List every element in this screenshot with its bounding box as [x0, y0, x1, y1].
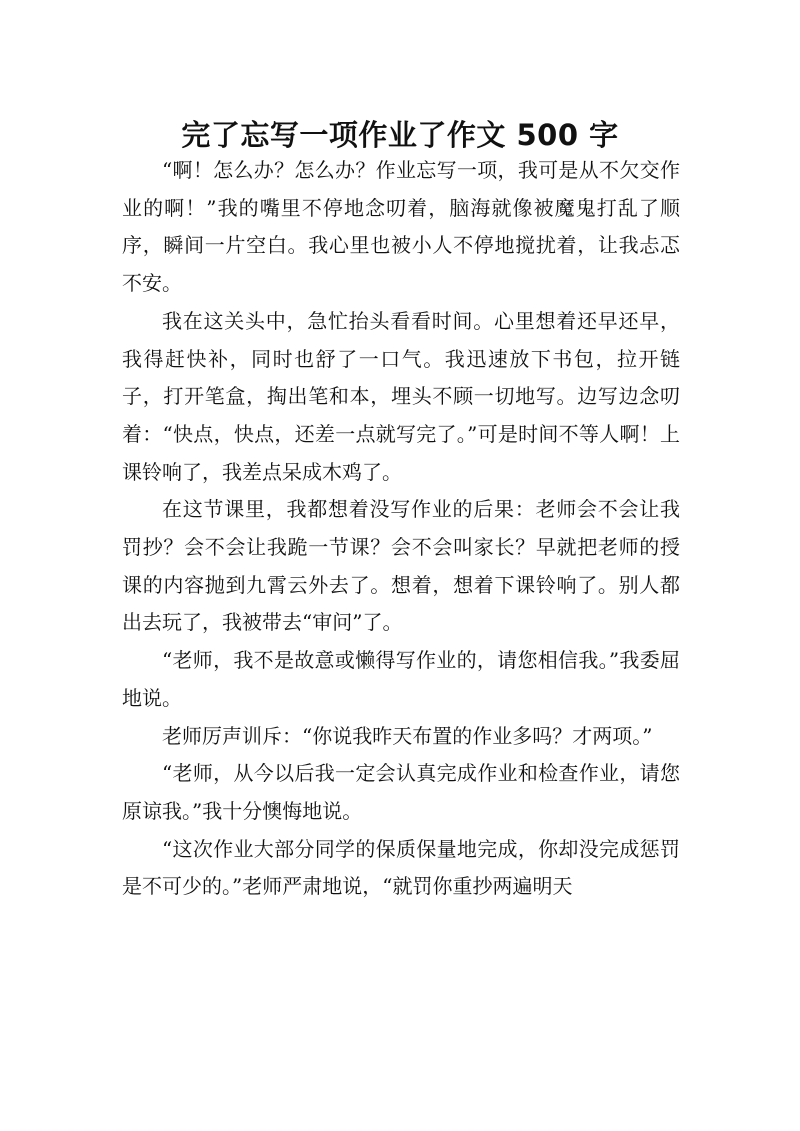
- paragraph: “啊！怎么办？怎么办？作业忘写一项，我可是从不欠交作业的啊！”我的嘴里不停地念叨着，脑海就像被魔鬼打乱了顺序，瞬间一片空白。我心里也被小人不停地搅扰着，让我忐忑不安。: [122, 158, 680, 296]
- document-body: [122, 152, 680, 906]
- paragraph: “老师，从今以后我一定会认真完成作业和检查作业，请您原谅我。”我十分懊悔地说。: [122, 761, 680, 823]
- paragraph: “这次作业大部分同学的保质保量地完成，你却没完成惩罚是不可少的。”老师严肃地说，“就罚你重抄两遍明天: [122, 836, 680, 899]
- paragraph: 我在这关头中，急忙抬头看看时间。心里想着还早还早，我得赶快补，同时也舒了一口气。我迅速放下书包，拉开链子，打开笔盒，掏出笔和本，埋头不顾一切地写。边写边念叨着：“快点，快点，还差一点就写完了。”可是时间不等人啊！上课铃响了，我差点呆成木鸡了。: [122, 308, 680, 484]
- paragraph: 在这节课里，我都想着没写作业的后果：老师会不会让我罚抄？会不会让我跪一节课？会不会叫家长？早就把老师的授课的内容抛到九霄云外去了。想着，想着下课铃响了。别人都出去玩了，我被带去“审问”了。: [122, 497, 680, 635]
- paragraph: 老师厉声训斥：“你说我昨天布置的作业多吗？才两项。”: [162, 723, 653, 748]
- document-title: 完了忘写一项作业了作文 500 字: [181, 118, 619, 153]
- paragraph: “老师，我不是故意或懒得写作业的，请您相信我。”我委屈地说。: [122, 648, 680, 710]
